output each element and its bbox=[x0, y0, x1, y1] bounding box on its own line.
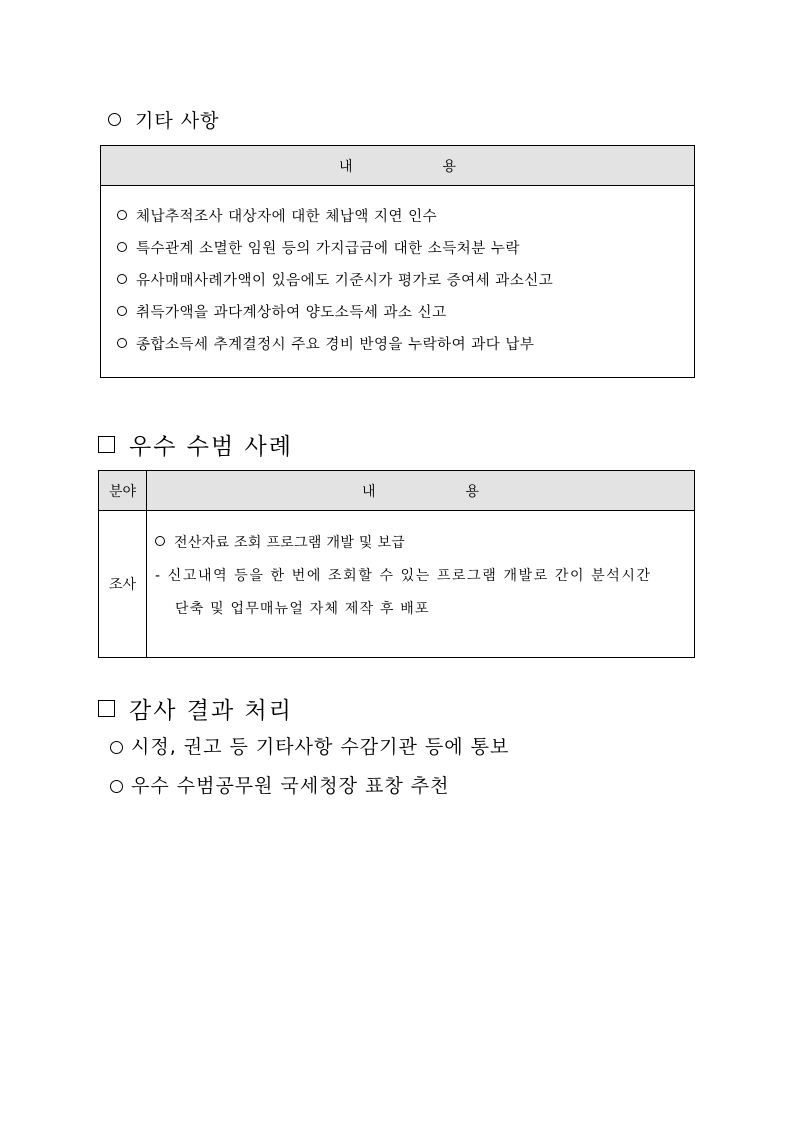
list-item-text: 유사매매사례가액이 있음에도 기준시가 평가로 증여세 과소신고 bbox=[136, 273, 554, 289]
best-practice-table bbox=[98, 470, 695, 658]
list-item-text: 시정, 권고 등 기타사항 수감기관 등에 통보 bbox=[131, 736, 510, 758]
list-item bbox=[101, 201, 694, 233]
circle-bullet-icon bbox=[117, 242, 127, 252]
header-text-left: 내 bbox=[338, 158, 353, 175]
list-item bbox=[110, 728, 509, 767]
list-item-text: 취득가액을 과다계상하여 양도소득세 과소 신고 bbox=[136, 305, 447, 321]
list-item bbox=[101, 233, 694, 265]
square-bullet-icon bbox=[98, 700, 115, 717]
header-text-left: 내 bbox=[361, 483, 376, 500]
practice-detail-line1: - 신고내역 등을 한 번에 조회할 수 있는 프로그램 개발로 간이 분석시간 bbox=[155, 568, 652, 584]
list-item bbox=[101, 329, 694, 361]
content-cell bbox=[147, 511, 695, 658]
list-item-text: 종합소득세 추계결정시 주요 경비 반영을 누락하여 과다 납부 bbox=[136, 337, 535, 353]
circle-bullet-icon bbox=[155, 536, 165, 546]
table-row bbox=[99, 511, 695, 658]
other-matters-table bbox=[100, 145, 695, 378]
best-practice-heading-text: 우수 수범 사례 bbox=[129, 434, 293, 460]
list-item bbox=[110, 767, 509, 806]
list-item-text: 특수관계 소멸한 임원 등의 가지급금에 대한 소득처분 누락 bbox=[136, 241, 520, 257]
practice-title-text: 전산자료 조회 프로그램 개발 및 보급 bbox=[174, 535, 406, 551]
field-cell: 조사 bbox=[99, 511, 147, 658]
circle-bullet-icon bbox=[117, 306, 127, 316]
list-item-text: 우수 수범공무원 국세청장 표창 추천 bbox=[131, 775, 450, 797]
other-matters-heading-text: 기타 사항 bbox=[135, 110, 220, 132]
audit-result-list bbox=[110, 728, 509, 806]
square-bullet-icon bbox=[98, 436, 115, 453]
header-text-right: 용 bbox=[465, 483, 480, 500]
practice-title bbox=[155, 528, 694, 561]
circle-bullet-icon bbox=[117, 338, 127, 348]
circle-bullet-icon bbox=[108, 113, 121, 126]
circle-bullet-icon bbox=[110, 741, 123, 754]
best-practice-heading bbox=[98, 428, 293, 461]
other-matters-cell bbox=[101, 186, 695, 378]
list-item bbox=[101, 297, 694, 329]
circle-bullet-icon bbox=[117, 274, 127, 284]
circle-bullet-icon bbox=[110, 780, 123, 793]
header-text-right: 용 bbox=[442, 158, 457, 175]
table-header-content bbox=[101, 146, 695, 186]
circle-bullet-icon bbox=[117, 210, 127, 220]
list-item-text: 체납추적조사 대상자에 대한 체납액 지연 인수 bbox=[136, 209, 438, 225]
other-matters-heading bbox=[108, 106, 219, 133]
header-content bbox=[147, 471, 695, 511]
list-item bbox=[101, 265, 694, 297]
audit-result-heading-text: 감사 결과 처리 bbox=[129, 698, 293, 724]
practice-detail-line2: 단축 및 업무매뉴얼 자체 제작 후 배포 bbox=[175, 601, 430, 617]
audit-result-heading bbox=[98, 692, 293, 725]
header-field: 분야 bbox=[99, 471, 147, 511]
